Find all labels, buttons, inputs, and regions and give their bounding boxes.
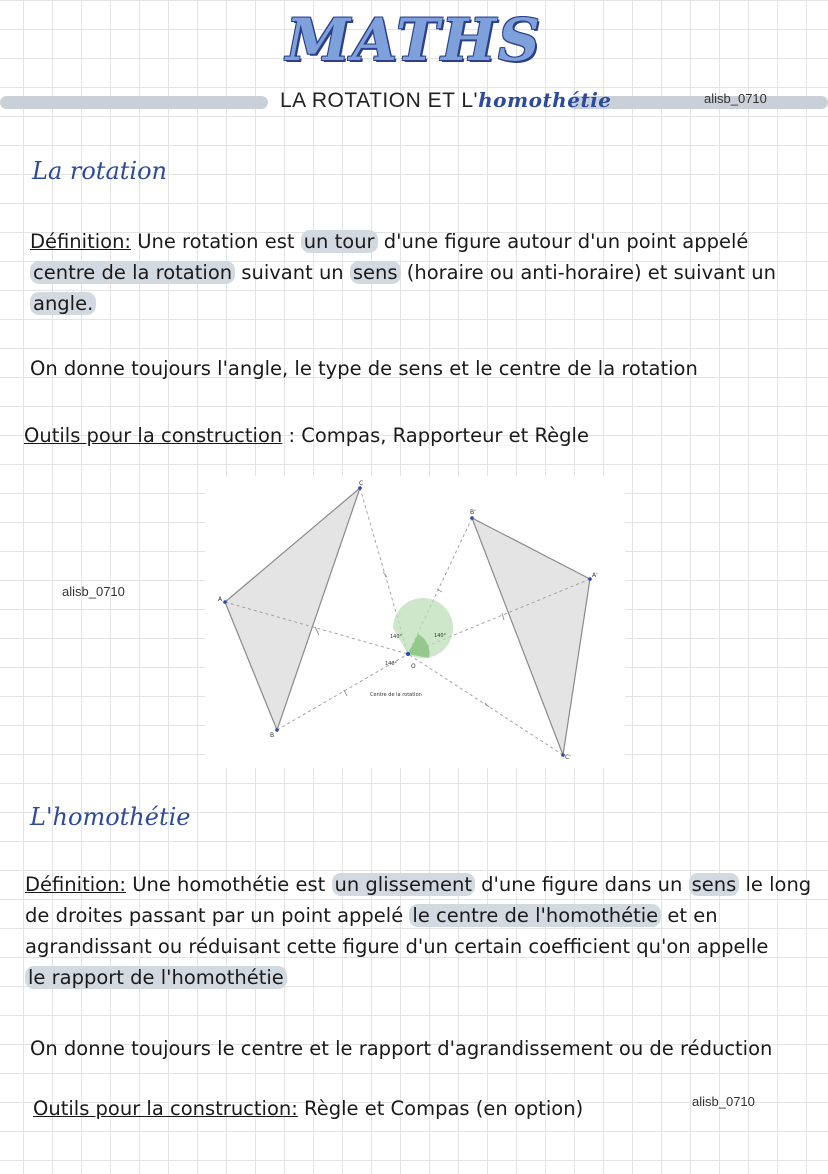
homothety-def-line-2 [25, 900, 815, 931]
angle-label-3: 140° [385, 661, 398, 667]
label-b-prime: B' [470, 509, 476, 516]
def-text: suivant un [235, 261, 350, 284]
homothety-tools [33, 1093, 583, 1124]
center-point [406, 652, 410, 656]
highlight-centre: centre de la rotation [30, 261, 235, 284]
definition-label: Définition: [30, 230, 131, 253]
def-text: et en [661, 904, 718, 927]
def-text: Une rotation est [131, 230, 301, 253]
homothety-note: On donne toujours le centre et le rapport d'agrandissement ou de réduction [30, 1037, 773, 1060]
rotation-watermark: alisb_0710 [62, 584, 125, 599]
def-text: (horaire ou anti-horaire) et suivant un [400, 261, 776, 284]
label-o: O [411, 663, 416, 670]
rotation-definition [30, 226, 820, 319]
rotation-diagram [205, 476, 625, 768]
subtitle-accent: homothétie [478, 88, 612, 112]
homothety-heading: L'homothétie [30, 803, 191, 831]
def-text: Une homothétie est [126, 873, 332, 896]
def-text: de droites passant par un point appelé [25, 904, 410, 927]
highlight-sens: sens [689, 873, 740, 896]
def-text: d'une figure dans un [474, 873, 689, 896]
tools-value: : Compas, Rapporteur et Règle [282, 424, 589, 447]
rotation-def-line-3 [30, 288, 820, 319]
label-b: B [270, 732, 275, 739]
def-text: d'une figure autour d'un point appelé [377, 230, 749, 253]
triangle-abc-image [472, 518, 590, 755]
rotation-heading: La rotation [32, 157, 167, 185]
homothety-definition [25, 869, 815, 993]
homothety-def-line-1 [25, 869, 815, 900]
rotation-note: On donne toujours l'angle, le type de sens et le centre de la rotation [30, 357, 698, 380]
angle-label-2: 140° [434, 633, 447, 639]
tools-value: Règle et Compas (en option) [297, 1097, 584, 1120]
def-text: agrandissant ou réduisant cette figure d'un certain coefficient qu'on appelle [25, 935, 769, 958]
label-a: A [218, 596, 223, 603]
highlight-un-tour: un tour [301, 230, 378, 253]
highlight-angle: angle. [30, 292, 96, 315]
page-title: MATHS [286, 6, 542, 74]
label-c-prime: C' [565, 754, 571, 761]
tools-label: Outils pour la construction: [33, 1097, 298, 1120]
label-c: C [359, 480, 364, 487]
rotation-tools [24, 420, 589, 451]
rotation-figure [205, 476, 625, 768]
highlight-glissement: un glissement [332, 873, 475, 896]
highlight-centre: le centre de l'homothétie [409, 904, 661, 927]
header-band-left [0, 96, 268, 109]
tools-label: Outils pour la construction [24, 424, 283, 447]
subtitle-main: LA ROTATION ET L' [280, 89, 479, 112]
homothety-watermark: alisb_0710 [692, 1094, 755, 1109]
highlight-rapport: le rapport de l'homothétie [25, 966, 287, 989]
rotation-def-line-1 [30, 226, 820, 257]
def-text: le long [739, 873, 812, 896]
rotation-def-line-2 [30, 257, 820, 288]
page-subtitle [280, 88, 612, 113]
definition-label: Définition: [25, 873, 126, 896]
angle-label-1: 140° [390, 634, 403, 640]
highlight-sens: sens [350, 261, 401, 284]
center-caption: Centre de la rotation [370, 692, 422, 698]
label-a-prime: A' [592, 572, 598, 579]
homothety-def-line-3 [25, 931, 815, 962]
header-credit: alisb_0710 [704, 91, 767, 106]
homothety-def-line-4 [25, 962, 815, 993]
